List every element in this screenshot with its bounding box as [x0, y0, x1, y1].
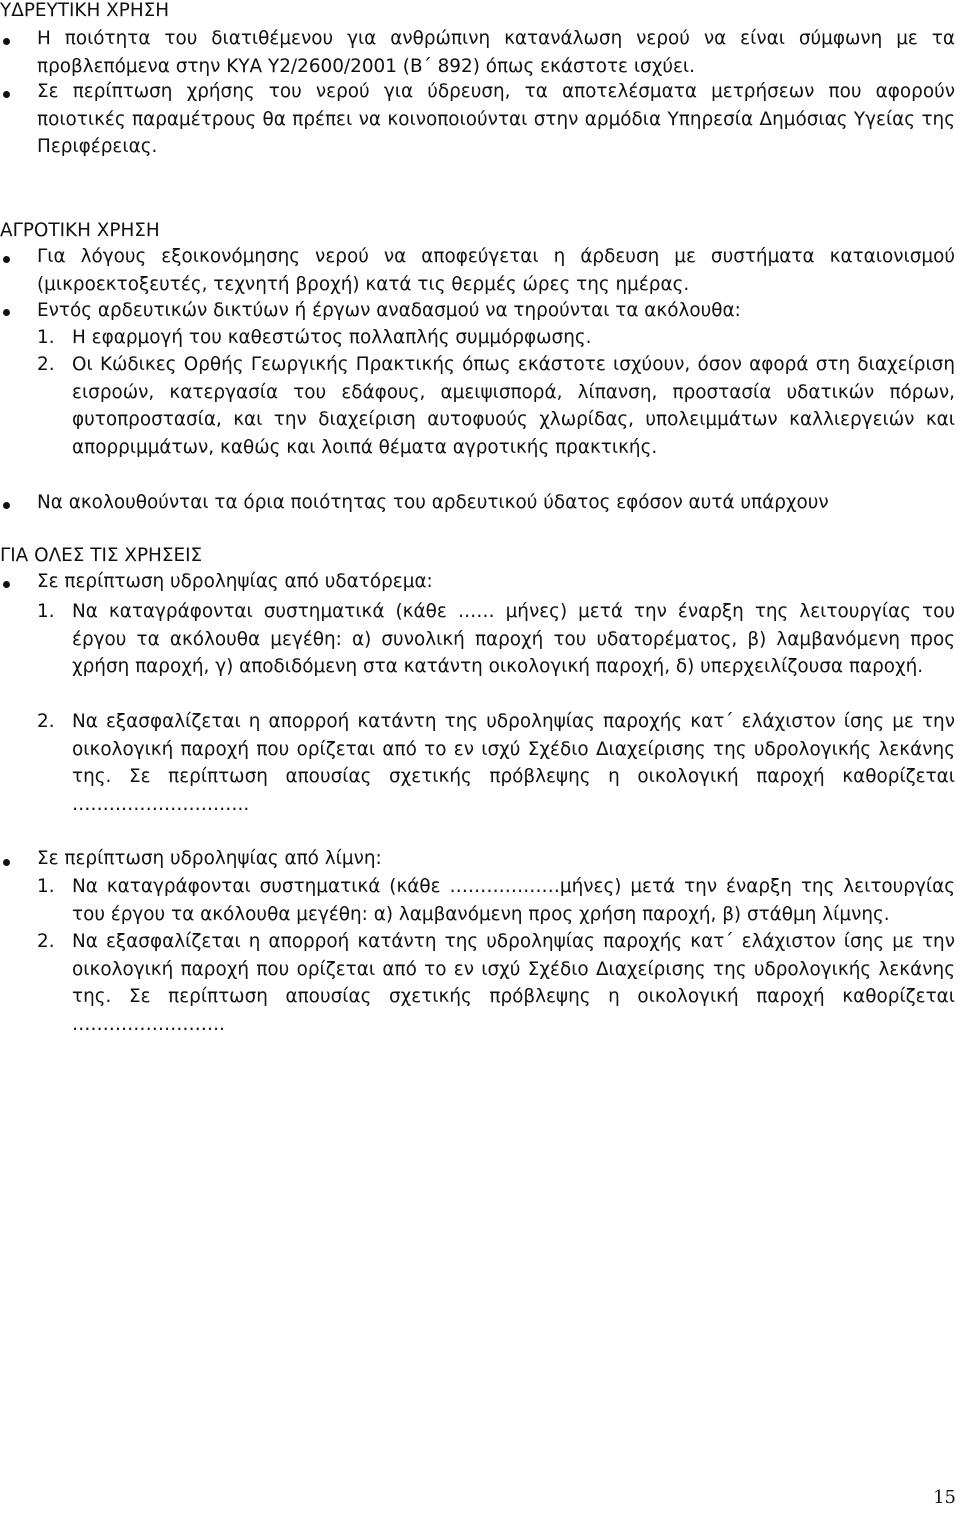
list-item-text: Να καταγράφονται συστηματικά (κάθε ………………μήνες) μετά την έναρξη της λειτουργίας του έργου τα ακόλουθα μεγέθη: α) λαμβανόμενη προς χρήση παροχή, β) στάθμη λίμνης.: [72, 876, 955, 925]
paragraph-irrigation-networks: Εντός αρδευτικών δικτύων ή έργων αναδασμού να τηρούνται τα ακόλουθα:: [37, 300, 741, 321]
list-item-number: 2.: [37, 711, 55, 732]
list-item-number: 2.: [37, 354, 55, 375]
bullet-icon: [3, 859, 10, 866]
bullet-icon: [3, 38, 10, 45]
paragraph-aquifer-intake: Σε περίπτωση υδροληψίας από υδατόρεμα:: [37, 571, 433, 592]
list-item-text: Η εφαρμογή του καθεστώτος πολλαπλής συμμόρφωσης.: [72, 327, 592, 348]
paragraph-lake-intake: Σε περίπτωση υδροληψίας από λίμνη:: [37, 848, 382, 869]
list-item-text: Να καταγράφονται συστηματικά (κάθε …… μήνες) μετά την έναρξη της λειτουργίας του έργου τα ακόλουθα μεγέθη: α) συνολική παροχή του υδατορέματος, β) λαμβανόμενη προς χρήση παροχή, γ) αποδιδόμενη στα κατάντη οικολογική παροχή, δ) υπερχειλίζουσα παροχή.: [72, 601, 955, 677]
bullet-icon: [3, 581, 10, 588]
bullet-icon: [3, 91, 10, 98]
section-heading-agricultural: ΑΓΡΟΤΙΚΗ ΧΡΗΣΗ: [0, 220, 160, 241]
list-item-number: 2.: [37, 931, 55, 952]
paragraph-irrigation-quality-limits: Να ακολουθούνται τα όρια ποιότητας του αρδευτικού ύδατος εφόσον αυτά υπάρχουν: [37, 492, 829, 513]
bullet-icon: [3, 502, 10, 509]
list-item-text: Να εξασφαλίζεται η απορροή κατάντη της υδροληψίας παροχής κατ΄ ελάχιστον ίσης με την οικολογική παροχή που ορίζεται από το εν ισχύ Σχέδιο Διαχείρισης της υδρολογικής λεκάνης της. Σε περίπτωση απουσίας σχετικής πρόβλεψης η οικολογική παροχή καθορίζεται …………………….: [72, 931, 955, 1035]
paragraph-irrigation-saving: Για λόγους εξοικονόμησης νερού να αποφεύγεται η άρδευση με συστήματα καταιονισμού (μικροεκτοξευτές, τεχνητή βροχή) κατά τις θερμές ώρες της ημέρας.: [37, 246, 955, 295]
list-item-text: Να εξασφαλίζεται η απορροή κατάντη της υδροληψίας παροχής κατ΄ ελάχιστον ίσης με την οικολογική παροχή που ορίζεται από το εν ισχύ Σχέδιο Διαχείρισης της υδρολογικής λεκάνης της. Σε περίπτωση απουσίας σχετικής πρόβλεψης η οικολογική παροχή καθορίζεται ………………………..: [72, 711, 955, 815]
paragraph-water-quality: Η ποιότητα του διατιθέμενου για ανθρώπινη κατανάλωση νερού να είναι σύμφωνη με τα προβλεπόμενα στην ΚΥΑ Υ2/2600/2001 (Β΄ 892) όπως εκάστοτε ισχύει.: [37, 28, 955, 77]
list-item-number: 1.: [37, 876, 55, 897]
bullet-icon: [3, 256, 10, 263]
page-number: 15: [933, 1487, 956, 1508]
list-item-number: 1.: [37, 327, 55, 348]
list-item-text: Οι Κώδικες Ορθής Γεωργικής Πρακτικής όπως εκάστοτε ισχύουν, όσον αφορά στη διαχείριση εισροών, κατεργασία του εδάφους, αμειψισπορά, λίπανση, προστασία υδατικών πόρων, φυτοπροστασία, και την διαχείριση αυτοφυούς χλωρίδας, υπολειμμάτων καλλιεργειών και απορριμμάτων, καθώς και λοιπά θέματα αγροτικής πρακτικής.: [72, 354, 955, 458]
paragraph-water-measurements: Σε περίπτωση χρήσης του νερού για ύδρευση, τα αποτελέσματα μετρήσεων που αφορούν ποιοτικές παραμέτρους θα πρέπει να κοινοποιούνται στην αρμόδια Υπηρεσία Δημόσιας Υγείας της Περιφέρειας.: [37, 81, 955, 157]
bullet-icon: [3, 309, 10, 316]
section-heading-water-supply: ΥΔΡΕΥΤΙΚΗ ΧΡΗΣΗ: [0, 0, 170, 21]
section-heading-all-uses: ΓΙΑ ΟΛΕΣ ΤΙΣ ΧΡΗΣΕΙΣ: [0, 545, 203, 566]
list-item-number: 1.: [37, 601, 55, 622]
